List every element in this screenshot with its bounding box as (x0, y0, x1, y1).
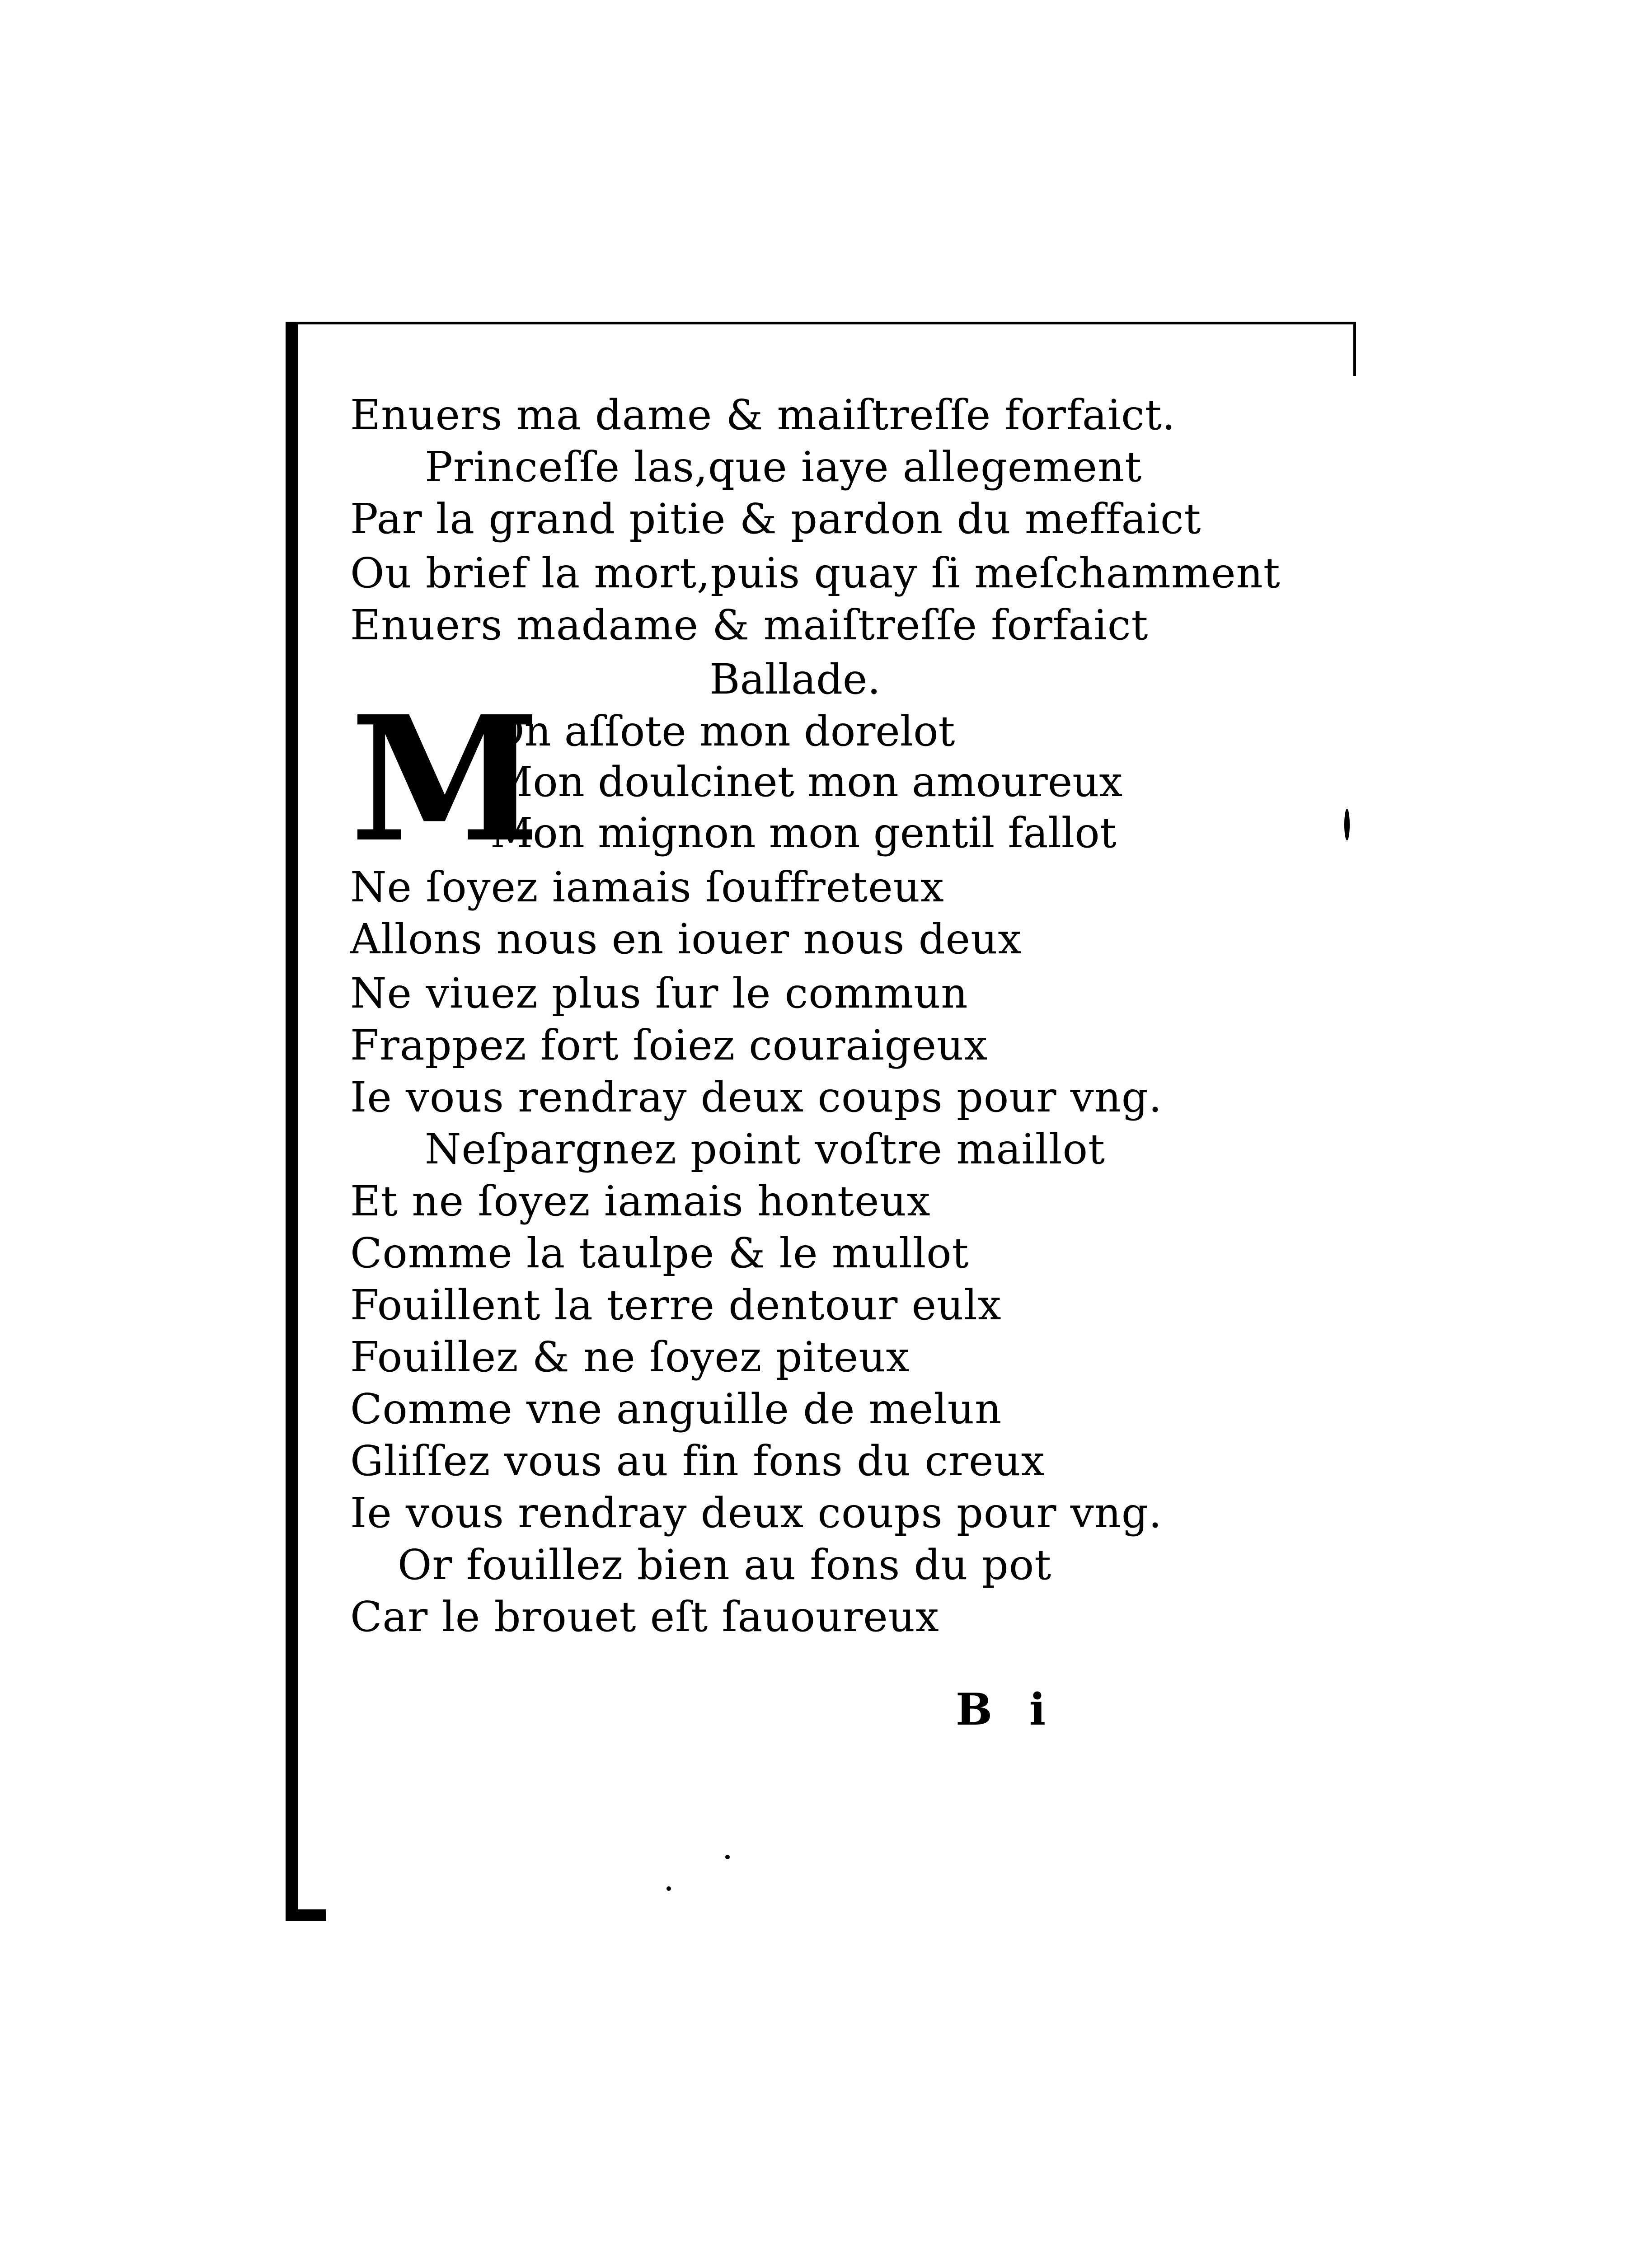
ink-speck (725, 1855, 730, 1859)
text-line: On aſſote mon dorelot (490, 707, 955, 755)
ballade-heading: Ballade. (709, 655, 881, 703)
text-line: Ie vous rendray deux coups pour vng. (350, 1073, 1163, 1121)
signature-mark: B i (956, 1684, 1057, 1735)
left-border-foot (286, 1909, 326, 1921)
text-line: Par la grand pitie & pardon du meffaict (350, 495, 1201, 543)
text-line: Enuers madame & maiſtreſſe forfaict (350, 601, 1149, 649)
drop-cap-initial: M (350, 678, 540, 880)
text-line: Gliſſez vous au fin fons du creux (350, 1437, 1045, 1485)
text-line: Frappez fort ſoiez couraigeux (350, 1021, 988, 1069)
text-line: Mon mignon mon gentil fallot (490, 809, 1117, 857)
text-line: Comme la taulpe & le mullot (350, 1229, 969, 1277)
right-border-mark (1353, 322, 1356, 376)
text-line: Fouillez & ne ſoyez piteux (350, 1333, 910, 1381)
text-line: Ne viuez plus ſur le commun (350, 969, 968, 1017)
ink-speck (666, 1886, 671, 1891)
text-line: Allons nous en iouer nous deux (350, 915, 1022, 963)
text-line: Car le brouet eſt ſauoureux (350, 1593, 939, 1641)
text-line: Or fouillez bien au fons du pot (398, 1541, 1052, 1589)
text-line: Ou brief la mort,puis quay ſi meſchamment (350, 549, 1281, 597)
top-border-rule (289, 322, 1356, 324)
text-line: Neſpargnez point voſtre maillot (425, 1125, 1105, 1173)
text-line: Princeſſe las,que iaye allegement (425, 443, 1142, 491)
text-line: Et ne ſoyez iamais honteux (350, 1177, 931, 1225)
text-line: Fouillent la terre dentour eulx (350, 1281, 1002, 1329)
ink-speck (1344, 809, 1350, 840)
left-border-rule (286, 322, 298, 1921)
text-line: Comme vne anguille de melun (350, 1385, 1002, 1433)
text-line: Ie vous rendray deux coups pour vng. (350, 1489, 1163, 1537)
text-line: Ne ſoyez iamais ſouffreteux (350, 863, 944, 911)
text-line: Enuers ma dame & maiſtreſſe forfaict. (350, 391, 1176, 439)
text-line: Mon doulcinet mon amoureux (490, 758, 1123, 806)
